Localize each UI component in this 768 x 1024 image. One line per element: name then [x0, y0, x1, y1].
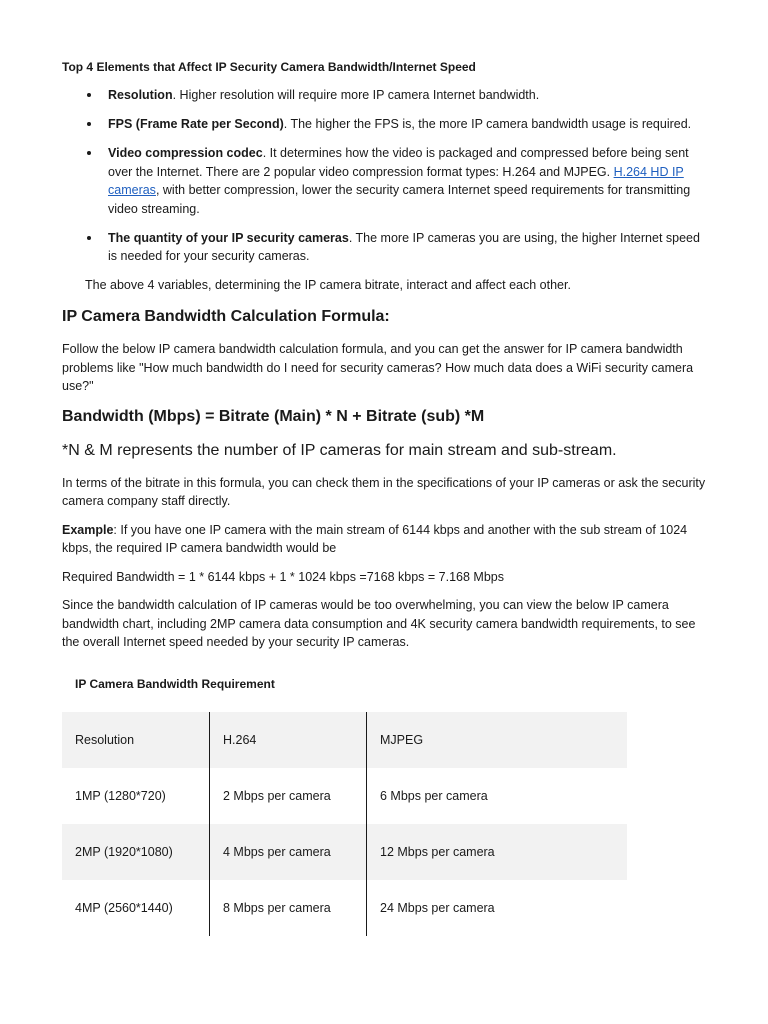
example-text: : If you have one IP camera with the main stream of 6144 kbps and another with the sub stream of 1024 kbps, the required IP camera bandwidth would be — [62, 522, 688, 555]
factor-term: Video compression codec — [108, 146, 263, 160]
document-title: Top 4 Elements that Affect IP Security Camera Bandwidth/Internet Speed — [62, 60, 476, 74]
factor-text: . The more IP cameras you are using, the higher Internet speed is needed for your security cameras. — [108, 230, 700, 263]
factor-term: Resolution — [108, 88, 173, 102]
formula-heading: IP Camera Bandwidth Calculation Formula: — [62, 308, 390, 325]
factor-text: . The higher the FPS is, the more IP camera bandwidth usage is required. — [283, 117, 692, 131]
example-paragraph — [62, 521, 708, 558]
document-page — [62, 58, 708, 936]
table-cell: 2MP (1920*1080) — [62, 824, 210, 880]
factors-note: The above 4 variables, determining the IP camera bitrate, interact and affect each other. — [85, 278, 571, 292]
header-cell: H.264 — [210, 712, 367, 768]
factor-text: , with better compression, lower the security camera Internet speed requirements for transmitting video streaming. — [108, 183, 691, 216]
table-header-row — [62, 712, 627, 768]
chart-paragraph: Since the bandwidth calculation of IP cameras would be too overwhelming, you can view the below IP camera bandwidth chart, including 2MP camera data consumption and 4K security camera bandwidth requirements, to see the overall Internet speed needed by your security IP cameras. — [62, 598, 696, 649]
table-row — [62, 824, 627, 880]
bitrate-paragraph: In terms of the bitrate in this formula, you can check them in the specifications of your IP cameras or ask the security camera company staff directly. — [62, 475, 706, 508]
table-cell: 2 Mbps per camera — [210, 768, 367, 824]
table-cell: 6 Mbps per camera — [380, 788, 488, 803]
table-cell: 1MP (1280*720) — [62, 768, 210, 824]
factor-text: . Higher resolution will require more IP camera Internet bandwidth. — [172, 88, 540, 102]
list-item — [108, 144, 708, 218]
h264-cameras-link[interactable]: H.264 HD IP cameras — [108, 164, 684, 197]
factor-term: FPS (Frame Rate per Second) — [108, 117, 284, 131]
factor-list — [62, 86, 708, 266]
header-cell: MJPEG — [367, 712, 628, 768]
table-cell: 12 Mbps per camera — [367, 824, 628, 880]
table-cell: 4MP (2560*1440) — [62, 880, 210, 936]
factor-text: . It determines how the video is packaged and compressed before being sent over the Internet. There are 2 popular video compression format types: H.264 and MJPEG. — [108, 146, 689, 179]
table-cell: 24 Mbps per camera — [380, 900, 495, 915]
formula-intro: Follow the below IP camera bandwidth calculation formula, and you can get the answer for IP camera bandwidth problems like "How much bandwidth do I need for security cameras? How much data does a WiFi security camera use?" — [62, 342, 694, 393]
table-row — [62, 768, 627, 824]
table-title: IP Camera Bandwidth Requirement — [75, 676, 275, 691]
header-cell: Resolution — [62, 712, 210, 768]
table-cell: 4 Mbps per camera — [210, 824, 367, 880]
bandwidth-table — [62, 712, 627, 936]
required-bandwidth: Required Bandwidth = 1 * 6144 kbps + 1 * 1024 kbps =7168 kbps = 7.168 Mbps — [62, 569, 504, 584]
table-row — [62, 880, 627, 936]
factor-term: The quantity of your IP security cameras — [108, 230, 349, 245]
example-label: Example — [62, 522, 114, 537]
table-cell: 8 Mbps per camera — [210, 880, 367, 936]
list-item — [108, 86, 708, 105]
list-item — [108, 115, 708, 134]
formula-note: *N & M represents the number of IP cameras for main stream and sub-stream. — [62, 441, 617, 459]
bandwidth-formula: Bandwidth (Mbps) = Bitrate (Main) * N + Bitrate (sub) *M — [62, 407, 485, 425]
list-item — [108, 229, 708, 266]
